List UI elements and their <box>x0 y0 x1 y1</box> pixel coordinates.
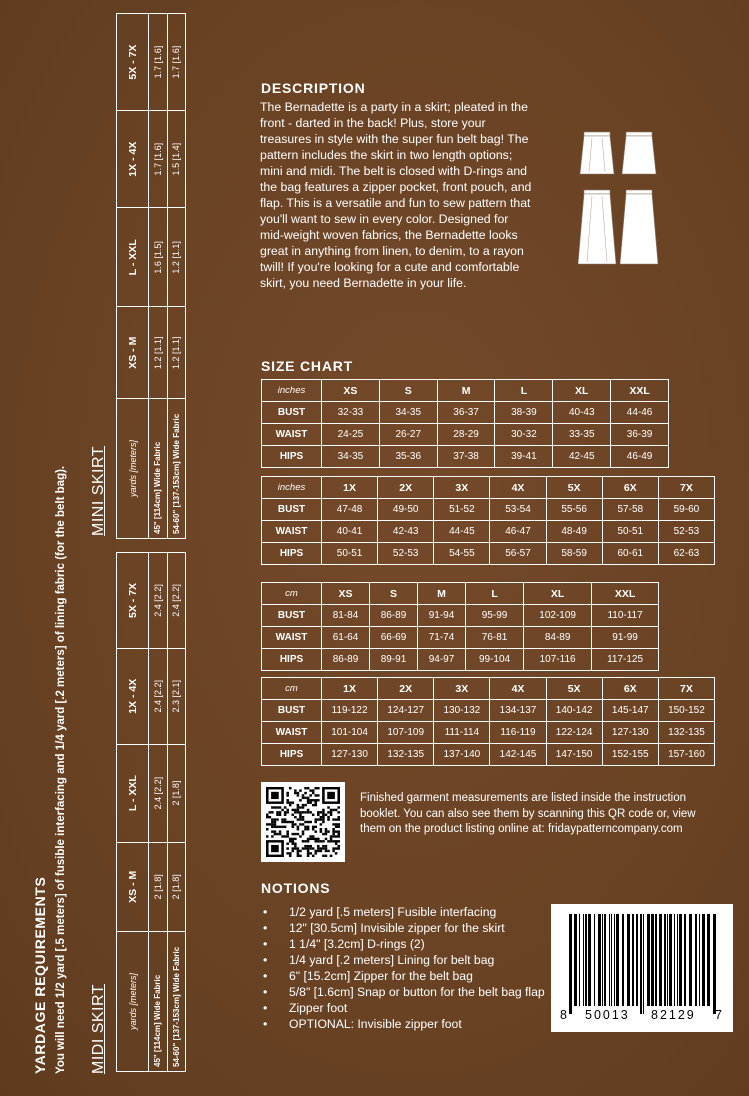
table-cell: 132-135 <box>658 722 714 744</box>
size-header: XS <box>322 380 380 402</box>
skirt-waistband <box>584 190 610 194</box>
size-header: 5X - 7X <box>117 14 149 111</box>
table-cell: 76-81 <box>466 627 524 649</box>
table-cell: 40-41 <box>322 521 378 543</box>
yardage-subtitle: You will need 1/2 yard [.5 meters] of fusible interfacing and 1/4 yard [.2 meters] of lining fabric (for the belt bag). <box>55 465 67 1074</box>
table-row <box>262 446 669 468</box>
table-row <box>262 424 669 446</box>
midi-yardage-table <box>116 552 186 1072</box>
row-label-bust: BUST <box>262 499 322 521</box>
row-label-hips: HIPS <box>262 649 322 671</box>
size-header: 3X <box>434 477 490 499</box>
table-cell: 150-152 <box>658 700 714 722</box>
table-cell: 132-135 <box>378 744 434 766</box>
table-cell: 1.5 [1.4] <box>167 111 186 208</box>
size-header: 5X <box>546 678 602 700</box>
mini-skirt-back-icon <box>622 136 656 174</box>
table-cell: 48-49 <box>546 521 602 543</box>
table-cell: 40-43 <box>553 402 611 424</box>
size-table-cm-plus <box>261 677 715 766</box>
table-cell: 54-55 <box>434 543 490 565</box>
table-cell: 66-69 <box>370 627 418 649</box>
table-cell: 116-119 <box>490 722 546 744</box>
description-text: The Bernadette is a party in a skirt; pleated in the front - darted in the back! Plus, store your treasures in style with the super fun belt bag! The pattern includes the skirt in two length options; mini and midi. The belt is closed with D-rings and the bag features a zipper pocket, front pouch, and flap. This is a versatile and fun to sew pattern that you'll want to sew in every color. Designed for mid-weight woven fabrics, the Bernadette looks great in anything from linen, to denim, to a rayon twill! If you're looking for a cute and comfortable skirt, you need Bernadette in your life. <box>260 100 532 290</box>
table-cell: 1.7 [1.6] <box>167 14 186 111</box>
table-cell: 119-122 <box>322 700 378 722</box>
table-row <box>262 521 715 543</box>
table-cell: 1.7 [1.6] <box>149 14 168 111</box>
table-row <box>167 14 186 539</box>
table-cell: 38-39 <box>495 402 553 424</box>
table-row <box>262 543 715 565</box>
table-cell: 46-49 <box>611 446 669 468</box>
table-cell: 46-47 <box>490 521 546 543</box>
row-label-bust: BUST <box>262 605 322 627</box>
table-cell: 55-56 <box>546 499 602 521</box>
size-header: 6X <box>602 477 658 499</box>
size-header: 5X - 7X <box>117 553 149 649</box>
row-label-waist: WAIST <box>262 722 322 744</box>
table-cell: 2.4 [2.2] <box>167 553 186 649</box>
qr-code[interactable] <box>261 782 345 862</box>
table-cell: 2 [1.8] <box>167 842 186 931</box>
table-cell: 107-109 <box>378 722 434 744</box>
list-item: • 5/8" [1.6cm] Snap or button for the belt bag flap <box>263 984 553 1000</box>
size-header: L <box>495 380 553 402</box>
size-header: XS - M <box>117 307 149 399</box>
unit-header: yards [meters] <box>117 932 149 1072</box>
table-cell: 157-160 <box>658 744 714 766</box>
table-row <box>262 499 715 521</box>
unit-header: cm <box>262 583 322 605</box>
list-item: • 1/2 yard [.5 meters] Fusible interfacing <box>263 904 553 920</box>
size-header: 4X <box>490 477 546 499</box>
table-cell: 44-45 <box>434 521 490 543</box>
mini-skirt-front-icon <box>580 136 614 174</box>
table-row <box>262 605 659 627</box>
midi-skirt-label: MIDI SKIRT <box>90 983 107 1074</box>
table-cell: 62-63 <box>658 543 714 565</box>
barcode-digit: 7 <box>715 1008 722 1022</box>
size-header: 7X <box>658 678 714 700</box>
table-cell: 42-43 <box>378 521 434 543</box>
size-header: XXL <box>611 380 669 402</box>
size-header: 2X <box>378 678 434 700</box>
table-cell: 50-51 <box>602 521 658 543</box>
row-label-waist: WAIST <box>262 521 322 543</box>
table-cell: 26-27 <box>379 424 437 446</box>
table-cell: 134-137 <box>490 700 546 722</box>
table-cell: 124-127 <box>378 700 434 722</box>
table-cell: 36-39 <box>611 424 669 446</box>
table-cell: 2.4 [2.2] <box>149 553 168 649</box>
table-cell: 152-155 <box>602 744 658 766</box>
table-header-row <box>262 380 669 402</box>
table-cell: 30-32 <box>495 424 553 446</box>
row-label-waist: WAIST <box>262 424 322 446</box>
table-row <box>262 402 669 424</box>
size-header: 7X <box>658 477 714 499</box>
size-header: 3X <box>434 678 490 700</box>
size-header: XL <box>553 380 611 402</box>
table-row <box>262 700 715 722</box>
table-row <box>149 14 168 539</box>
size-header: 1X - 4X <box>117 111 149 208</box>
fabric-width-label: 45" [114cm] Wide Fabric <box>149 932 168 1072</box>
table-cell: 140-142 <box>546 700 602 722</box>
size-header: XL <box>524 583 592 605</box>
size-header: L <box>466 583 524 605</box>
description-title: DESCRIPTION <box>261 80 366 96</box>
table-cell: 102-109 <box>524 605 592 627</box>
table-row <box>262 627 659 649</box>
table-cell: 2 [1.8] <box>167 744 186 842</box>
table-cell: 61-64 <box>322 627 370 649</box>
table-cell: 34-35 <box>322 446 380 468</box>
barcode-digit: 50013 <box>585 1008 630 1022</box>
table-cell: 127-130 <box>602 722 658 744</box>
row-label-waist: WAIST <box>262 627 322 649</box>
table-cell: 2.3 [2.1] <box>167 648 186 744</box>
table-cell: 81-84 <box>322 605 370 627</box>
size-header: XS - M <box>117 842 149 931</box>
size-header: 1X <box>322 678 378 700</box>
row-label-bust: BUST <box>262 402 322 424</box>
qr-note: Finished garment measurements are listed inside the instruction booklet. You can also see them by scanning this QR code or, view them on the product listing online at: fridaypatterncompany.com <box>360 792 696 835</box>
table-cell: 1.2 [1.1] <box>167 208 186 307</box>
table-cell: 34-35 <box>379 402 437 424</box>
table-cell: 2.4 [2.2] <box>149 744 168 842</box>
qr-code-icon <box>266 787 340 857</box>
barcode-digit: 8 <box>560 1008 567 1022</box>
table-cell: 142-145 <box>490 744 546 766</box>
table-cell: 86-89 <box>370 605 418 627</box>
size-header: M <box>437 380 495 402</box>
table-cell: 35-36 <box>379 446 437 468</box>
table-header-row <box>262 477 715 499</box>
table-cell: 42-45 <box>553 446 611 468</box>
table-cell: 94-97 <box>418 649 466 671</box>
unit-header: cm <box>262 678 322 700</box>
table-cell: 2 [1.8] <box>149 842 168 931</box>
midi-skirt-back-icon <box>620 194 658 264</box>
yardage-panel <box>0 0 200 1096</box>
table-cell: 89-91 <box>370 649 418 671</box>
skirt-sketch-image <box>578 128 658 268</box>
size-header: M <box>418 583 466 605</box>
size-header: 1X <box>322 477 378 499</box>
table-cell: 84-89 <box>524 627 592 649</box>
fabric-width-label: 54-60" [137-153cm] Wide Fabric <box>167 932 186 1072</box>
table-cell: 91-99 <box>592 627 659 649</box>
skirt-waistband <box>626 132 652 136</box>
table-cell: 71-74 <box>418 627 466 649</box>
list-item: • 6" [15.2cm] Zipper for the belt bag <box>263 968 553 984</box>
table-cell: 52-53 <box>378 543 434 565</box>
table-cell: 86-89 <box>322 649 370 671</box>
size-header: XS <box>322 583 370 605</box>
table-cell: 44-46 <box>611 402 669 424</box>
fabric-width-label: 54-60" [137-153cm] Wide Fabric <box>167 399 186 539</box>
barcode-digits <box>551 1008 733 1026</box>
row-label-hips: HIPS <box>262 543 322 565</box>
table-cell: 137-140 <box>434 744 490 766</box>
table-cell: 127-130 <box>322 744 378 766</box>
barcode-digit: 82129 <box>651 1008 696 1022</box>
table-cell: 1.7 [1.6] <box>149 111 168 208</box>
row-label-bust: BUST <box>262 700 322 722</box>
row-label-hips: HIPS <box>262 744 322 766</box>
table-cell: 91-94 <box>418 605 466 627</box>
table-cell: 24-25 <box>322 424 380 446</box>
table-cell: 99-104 <box>466 649 524 671</box>
size-table-inches-standard <box>261 379 669 468</box>
table-row <box>262 722 715 744</box>
table-header-row <box>262 583 659 605</box>
table-cell: 107-116 <box>524 649 592 671</box>
table-cell: 56-57 <box>490 543 546 565</box>
table-cell: 101-104 <box>322 722 378 744</box>
table-cell: 52-53 <box>658 521 714 543</box>
skirt-waistband <box>584 132 610 136</box>
yardage-title: YARDAGE REQUIREMENTS <box>32 876 48 1074</box>
list-item: • 1/4 yard [.2 meters] Lining for belt bag <box>263 952 553 968</box>
list-item: • Zipper foot <box>263 1000 553 1016</box>
table-cell: 1.2 [1.1] <box>149 307 168 399</box>
table-cell: 37-38 <box>437 446 495 468</box>
table-cell: 58-59 <box>546 543 602 565</box>
table-row <box>262 649 659 671</box>
table-cell: 130-132 <box>434 700 490 722</box>
table-cell: 95-99 <box>466 605 524 627</box>
size-chart-title: SIZE CHART <box>261 358 353 374</box>
table-cell: 47-48 <box>322 499 378 521</box>
size-header: 5X <box>546 477 602 499</box>
table-cell: 51-52 <box>434 499 490 521</box>
unit-header: yards [meters] <box>117 399 149 539</box>
size-header: 6X <box>602 678 658 700</box>
list-item: • OPTIONAL: Invisible zipper foot <box>263 1016 553 1032</box>
size-header: 4X <box>490 678 546 700</box>
table-cell: 111-114 <box>434 722 490 744</box>
table-cell: 110-117 <box>592 605 659 627</box>
table-cell: 147-150 <box>546 744 602 766</box>
size-header: S <box>370 583 418 605</box>
size-header: L - XXL <box>117 744 149 842</box>
unit-header: inches <box>262 380 322 402</box>
midi-skirt-front-icon <box>578 194 616 264</box>
table-cell: 1.2 [1.1] <box>167 307 186 399</box>
mini-yardage-table <box>116 13 186 539</box>
table-cell: 28-29 <box>437 424 495 446</box>
size-header: 2X <box>378 477 434 499</box>
table-cell: 53-54 <box>490 499 546 521</box>
table-cell: 117-125 <box>592 649 659 671</box>
barcode <box>551 904 733 1032</box>
table-cell: 50-51 <box>322 543 378 565</box>
table-cell: 36-37 <box>437 402 495 424</box>
unit-header: inches <box>262 477 322 499</box>
table-cell: 59-60 <box>658 499 714 521</box>
table-cell: 39-41 <box>495 446 553 468</box>
list-item: • 1 1/4" [3.2cm] D-rings (2) <box>263 936 553 952</box>
notions-list <box>263 904 553 1032</box>
table-cell: 60-61 <box>602 543 658 565</box>
size-header: S <box>379 380 437 402</box>
size-header: 1X - 4X <box>117 648 149 744</box>
table-cell: 145-147 <box>602 700 658 722</box>
table-row <box>167 553 186 1072</box>
table-cell: 49-50 <box>378 499 434 521</box>
table-cell: 122-124 <box>546 722 602 744</box>
table-cell: 57-58 <box>602 499 658 521</box>
mini-skirt-label: MINI SKIRT <box>90 445 107 536</box>
table-cell: 32-33 <box>322 402 380 424</box>
table-header-row <box>117 553 149 1072</box>
list-item: • 12" [30.5cm] Invisible zipper for the skirt <box>263 920 553 936</box>
size-header: XXL <box>592 583 659 605</box>
notions-title: NOTIONS <box>261 880 331 896</box>
skirt-waistband <box>626 190 652 194</box>
table-cell: 1.6 [1.5] <box>149 208 168 307</box>
table-row <box>262 744 715 766</box>
fabric-width-label: 45" [114cm] Wide Fabric <box>149 399 168 539</box>
size-table-inches-plus <box>261 476 715 565</box>
table-header-row <box>262 678 715 700</box>
size-table-cm-standard <box>261 582 659 671</box>
table-cell: 33-35 <box>553 424 611 446</box>
size-header: L - XXL <box>117 208 149 307</box>
table-header-row <box>117 14 149 539</box>
row-label-hips: HIPS <box>262 446 322 468</box>
table-row <box>149 553 168 1072</box>
table-cell: 2.4 [2.2] <box>149 648 168 744</box>
